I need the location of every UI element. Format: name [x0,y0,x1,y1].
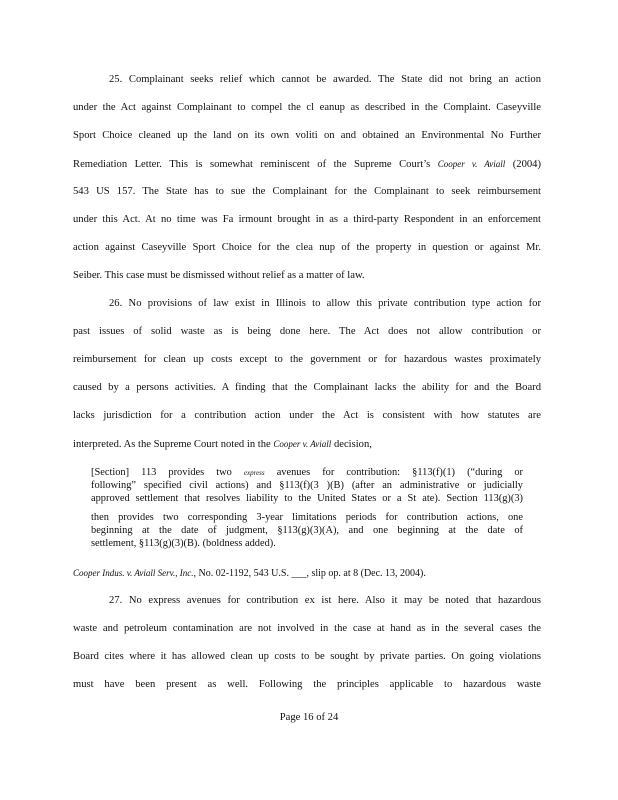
block-quote-line-3: approved settlement that resolves liability to the United States or a St ate). Section 113(g)(3) [91,493,523,504]
case-name-italic: Cooper v. Aviall [273,439,332,449]
paragraph-25-line-5: 543 US 157. The State has to sue the Complainant for the Complainant to seek reimbursement [73,186,541,197]
text-segment: Remediation Letter. This is somewhat reminiscent of the Supreme Court’s [73,159,431,170]
case-name-italic: Cooper v. Aviall [437,159,506,169]
paragraph-25-line-2: under the Act against Complainant to compel the cl eanup as described in the Complaint. Caseyville [73,102,541,113]
paragraph-25-line-1: 25. Complainant seeks relief which cannot be awarded. The State did not bring an action [109,74,541,85]
emphasis-italic: express [243,469,265,477]
paragraph-26-line-3: reimbursement for clean up costs except to the government or for hazardous wastes proximately [73,354,541,365]
text-segment: (2004) [512,159,541,170]
paragraph-26-line-4: caused by a persons activities. A finding that the Complainant lacks the ability for and the Board [73,382,541,393]
block-quote-line-5: beginning at the date of judgment, §113(g)(3)(A), and one beginning at the date of [91,525,523,536]
paragraph-26-line-5: lacks jurisdiction for a contribution action under the Act is consistent with how statutes are [73,410,541,421]
paragraph-26-line-6 [73,437,541,452]
paragraph-27-line-2: waste and petroleum contamination are not involved in the case at hand as in the several cases the [73,623,541,634]
text-segment: decision, [333,439,372,450]
paragraph-25-line-3: Sport Choice cleaned up the land on its own voliti on and obtained an Environmental No Further [73,130,541,141]
block-quote-line-2: following” specified civil actions) and §113(f)(3 )(B) (after an administrative or judicially [91,480,523,491]
paragraph-25-line-7: action against Caseyville Sport Choice for the clea nup of the property in question or against Mr. [73,242,541,253]
block-quote-line-4: then provides two corresponding 3-year limitations periods for contribution actions, one [91,512,523,523]
paragraph-25-line-6: under this Act. At no time was Fa irmount brought in as a third-party Respondent in an enforcement [73,214,541,225]
paragraph-26-line-2: past issues of solid waste as is being done here. The Act does not allow contribution or [73,326,541,337]
citation-case-name: Cooper Indus. v. Aviall Serv., Inc. [73,568,194,578]
paragraph-27-line-1: 27. No express avenues for contribution ex ist here. Also it may be noted that hazardous [109,595,541,606]
text-segment: interpreted. As the Supreme Court noted in the [73,439,271,450]
block-quote-line-6: settlement, §113(g)(3)(B). (boldness added). [91,538,276,549]
text-segment: [Section] 113 provides two [91,467,232,478]
block-quote-line-1 [91,466,523,480]
paragraph-25-line-8: Seiber. This case must be dismissed without relief as a matter of law. [73,270,365,281]
citation-details: , No. 02-1192, 543 U.S. ___, slip op. at 8 (Dec. 13, 2004). [193,568,426,579]
paragraph-27-line-3: Board cites where it has allowed clean up costs to be sought by private parties. On going violations [73,651,541,662]
paragraph-27-line-4: must have been present as well. Following the principles applicable to hazardous waste [73,679,541,690]
paragraph-25-line-4 [73,157,541,172]
case-citation [73,566,541,581]
page-number: Page 16 of 24 [279,712,339,723]
text-segment: avenues for contribution: §113(f)(1) (“during or [276,467,523,478]
paragraph-26-line-1: 26. No provisions of law exist in Illinois to allow this private contribution type action for [109,298,541,309]
